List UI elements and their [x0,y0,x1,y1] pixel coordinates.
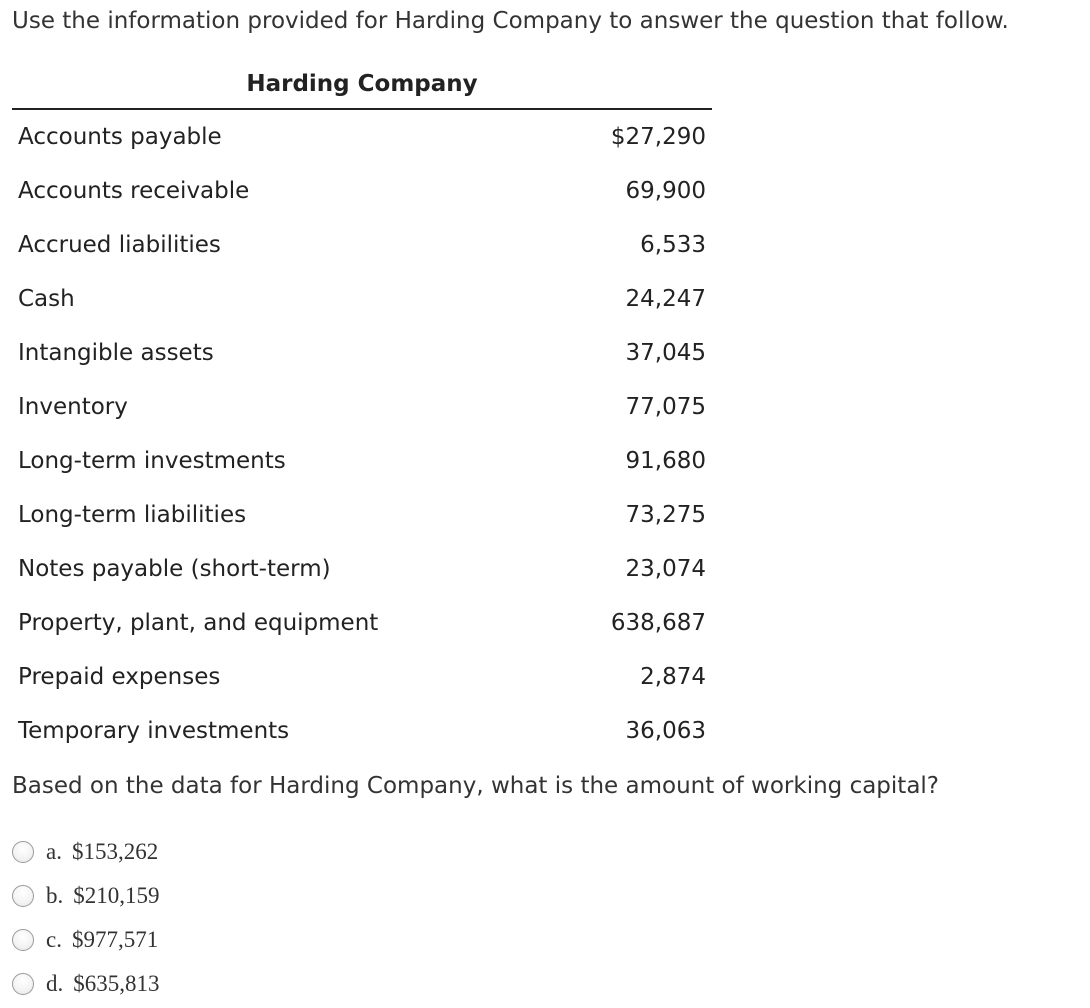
table-row [12,326,712,380]
option-value: $153,262 [71,839,159,864]
answer-option-b[interactable] [12,874,160,918]
radio-button-c[interactable] [12,929,34,951]
row-label: Inventory [18,394,128,420]
table-row [12,704,712,758]
row-amount: 24,247 [625,286,706,312]
row-label: Prepaid expenses [18,664,221,690]
row-amount: 77,075 [625,394,706,420]
option-value: $210,159 [73,883,160,908]
intro-text: Use the information provided for Harding Company to answer the question that follow. [12,8,1009,34]
row-amount: 73,275 [625,502,706,528]
answer-option-a[interactable] [12,830,160,874]
table-row [12,488,712,542]
financial-data-table [12,64,712,758]
row-amount: 6,533 [640,232,706,258]
row-amount: 69,900 [625,178,706,204]
row-label: Notes payable (short-term) [18,556,331,582]
row-label: Long-term investments [18,448,286,474]
row-amount: 2,874 [640,664,706,690]
table-row [12,380,712,434]
row-label: Property, plant, and equipment [18,610,379,636]
row-amount: $27,290 [610,124,706,150]
table-body [12,110,712,758]
radio-button-b[interactable] [12,885,34,907]
answer-option-d[interactable] [12,962,160,1006]
row-amount: 23,074 [625,556,706,582]
row-label: Intangible assets [18,340,214,366]
table-row [12,110,712,164]
option-letter: a. [46,839,62,864]
row-amount: 638,687 [610,610,706,636]
radio-button-d[interactable] [12,973,34,995]
table-row [12,164,712,218]
row-label: Cash [18,286,75,312]
table-row [12,542,712,596]
answer-options [12,830,160,1006]
row-label: Long-term liabilities [18,502,247,528]
table-row [12,272,712,326]
table-row [12,650,712,704]
table-row [12,218,712,272]
row-label: Temporary investments [18,718,290,744]
table-row [12,434,712,488]
radio-button-a[interactable] [12,841,34,863]
row-label: Accounts payable [18,124,222,150]
option-letter: b. [46,883,64,908]
table-row [12,596,712,650]
option-letter: d. [46,971,64,996]
row-amount: 37,045 [625,340,706,366]
option-value: $635,813 [73,971,160,996]
row-label: Accrued liabilities [18,232,221,258]
question-text: Based on the data for Harding Company, what is the amount of working capital? [12,773,940,799]
option-letter: c. [46,927,62,952]
option-value: $977,571 [71,927,159,952]
table-title: Harding Company [246,71,478,97]
row-amount: 91,680 [625,448,706,474]
answer-option-c[interactable] [12,918,160,962]
row-amount: 36,063 [625,718,706,744]
row-label: Accounts receivable [18,178,250,204]
